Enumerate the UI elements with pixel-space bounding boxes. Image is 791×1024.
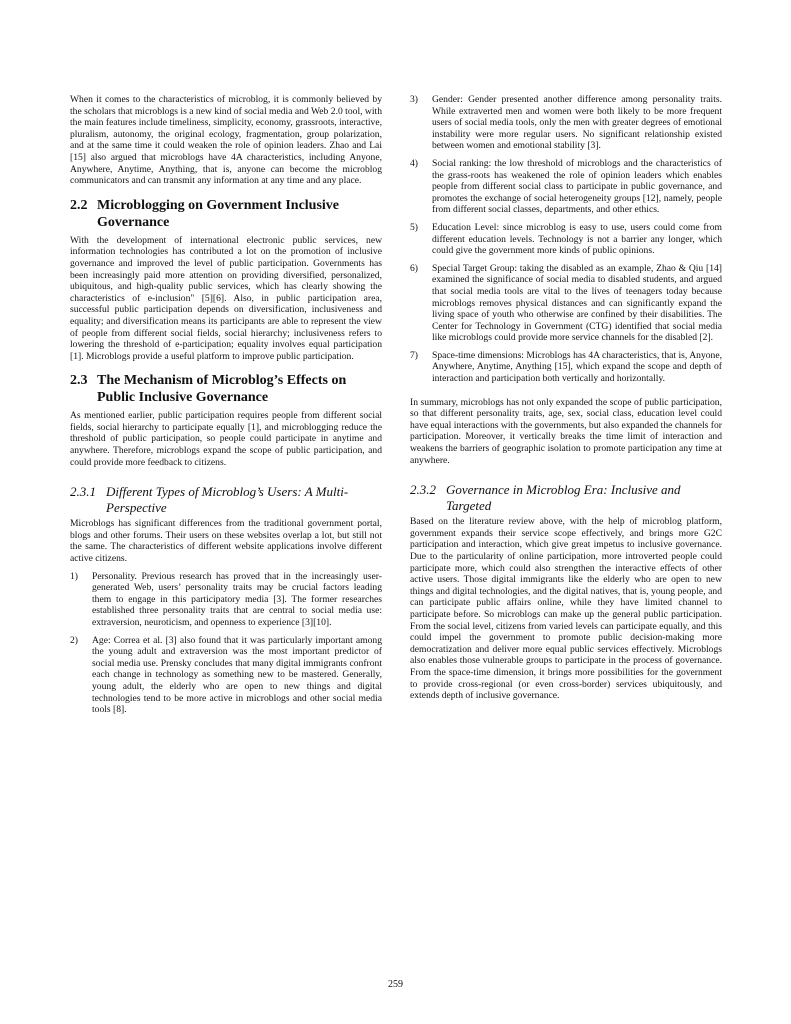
section-2-3-1-heading (70, 484, 382, 516)
section-2-3-2-heading (410, 482, 722, 514)
list-text: Age: Correa et al. [3] also found that it was particularly important among the young adult and extraversion was the most important predictor of social media use. Prensky concludes that many digital immigrants confront each change in technology as something new to be mastered. Generally, young adult, the elderly who are open to new things and digital technologies tend to be more active in microblogs and other social media tools [8]. (92, 634, 382, 716)
list-item (410, 158, 722, 216)
section-number: 2.2 (70, 197, 88, 213)
section-title: Microblogging on Government Inclusive Governance (97, 197, 340, 230)
list-item (410, 94, 722, 152)
left-column (70, 94, 382, 722)
list-number: 5) (410, 221, 418, 233)
section-2-3-2-paragraph: Based on the literature review above, with the help of microblog platform, government expands their service scope effectively, and brings more G2C participation and interaction, which give great impetus to inclusive governance. Due to the particularity of online participation, more introverted people could participate more, which could also strengthen the interactive effects of other active users. Those digital immigrants like the elderly who are open to new things and digital technologies, and the digital natives, that is, young people, and can participate public affairs online, while they have limited channel to participate before. So microblogs can make up the general public participation. From the social level, citizens from varied levels can participate equally, and this could impel the government to promote public decision-making more democratization and deliver more equal public services effectively. Microblogs also enables those vulnerable groups to participate in the process of governance. From the space-time dimension, it brings more possibilities for the government to provide cross-regional (or even cross-border) services ubiquitously, and extends depth of inclusive governance. (410, 516, 722, 702)
list-number: 1) (70, 570, 78, 582)
section-title: Governance in Microblog Era: Inclusive and Targeted (446, 482, 681, 514)
section-2-3-paragraph: As mentioned earlier, public participation requires people from different social fields, social hierarchy to participate equally [1], and microblogging reduce the threshold of public participation, so people could participate in anytime and anywhere. Therefore, microblogs expand the scope of public participation, and could provide more feedback to citizens. (70, 410, 382, 468)
section-2-2-heading (70, 197, 382, 231)
section-title: The Mechanism of Microblog’s Effects on Public Inclusive Governance (97, 373, 347, 406)
list-number: 4) (410, 157, 418, 169)
numbered-list (410, 94, 722, 385)
list-text: Gender: Gender presented another difference among personality traits. While extraverted men and women were both likely to be more frequent users of social media tools, only the men with greater degrees of emotional instability were more regular users. No significant relationship existed between women and emotional stability [3]. (432, 94, 722, 152)
list-item (410, 222, 722, 257)
list-number: 7) (410, 349, 418, 361)
section-title: Different Types of Microblog’s Users: A Multi-Perspective (106, 484, 349, 516)
list-item (70, 635, 382, 716)
list-number: 6) (410, 262, 418, 274)
right-column (410, 94, 722, 708)
section-2-3-heading (70, 372, 382, 406)
list-text: Social ranking: the low threshold of microblogs and the characteristics of the grass-roots has weakened the role of opinion leaders which enables people from different social class to participate in public governance, and promotes the exchange of social heterogeneity groups [12], namely, people from different social classes, departments, and other ethics. (432, 157, 722, 216)
section-number: 2.3.1 (70, 484, 96, 500)
page-number: 259 (388, 979, 403, 990)
list-text: Education Level: since microblog is easy to use, users could come from different education levels. Technology is not a barrier any longer, which could give the government more kinds of public opinions. (432, 221, 722, 257)
summary-paragraph: In summary, microblogs has not only expanded the scope of public participation, so that different personality traits, age, sex, social class, education level could have equal interactions with the governments, but also expanded the channels for participation. Moreover, it vertically breaks the time limit of interaction and weakens the barriers of geographic isolation to promote participation any time at anywhere. (410, 396, 722, 466)
list-item (410, 263, 722, 344)
numbered-list (70, 571, 382, 716)
list-item (70, 571, 382, 629)
list-text: Special Target Group: taking the disabled as an example, Zhao & Qiu [14] examined the significance of social media to disabled students, and argued that social media tools are vital to the lives of teenagers today because microblogs removes physical distances and can significantly expand the living space of youth who otherwise are confined by their disabilities. The Center for Technology in Government (CTG) identified that social media like microblogs could provide more service channels for the disabled [2]. (432, 262, 722, 344)
intro-paragraph: When it comes to the characteristics of microblog, it is commonly believed by the scholars that microblogs is a new kind of social media and Web 2.0 tool, with the main features include timeliness, simplicity, economy, grassroots, interactive, pluralism, autonomy, the original ecology, fragmentation, group polarization, and at the same time it could weaken the role of opinion leaders. Zhao and Lai [15] also argued that microblogs have 4A characteristics, including Anyone, Anywhere, Anytime, Anything, that is, anyone can become the microblog communicators and can transmit any information at any time and any place. (70, 94, 382, 187)
section-number: 2.3 (70, 373, 88, 389)
list-item (410, 350, 722, 385)
list-text: Space-time dimensions: Microblogs has 4A characteristics, that is, Anyone, Anywhere, Anytime, Anything [15], which expand the scope and depth of interaction and participation both vertically and horizontally. (432, 349, 722, 385)
section-number: 2.3.2 (410, 482, 436, 498)
list-number: 2) (70, 634, 78, 646)
section-2-2-paragraph: With the development of international electronic public services, new information technologies has contributed a lot on the promotion of inclusive governance and improved the level of public participation. Governments has been increasingly paid more attention on providing diversified, personalized, ubiquitous, and high-quality public services, which has clearly showing the characteristics of e-inclusion" [5][6]. Also, in public participation area, successful public participation depends on diversification, inclusiveness and equality; and diversification means its participants are able to represent the view of people from different social fields, social hierarchy; inclusiveness refers to lowering the threshold of e-participation; equality involves equal participation [1]. Microblogs provide a useful platform to improve public participation. (70, 234, 382, 362)
list-number: 3) (410, 94, 418, 105)
list-text: Personality. Previous research has proved that in the increasingly user-generated Web, users’ personality traits may be crucial factors leading them to engage in this participatory media [3]. The former researches established three personality traits that are central to social media use: extraversion, neuroticism, and openness to experience [3][10]. (92, 570, 382, 628)
section-2-3-1-paragraph: Microblogs has significant differences from the traditional government portal, blogs and other forums. Their users on these websites overlap a lot, but still not the same. The characteristics of different website applications involve different active citizens. (70, 518, 382, 565)
